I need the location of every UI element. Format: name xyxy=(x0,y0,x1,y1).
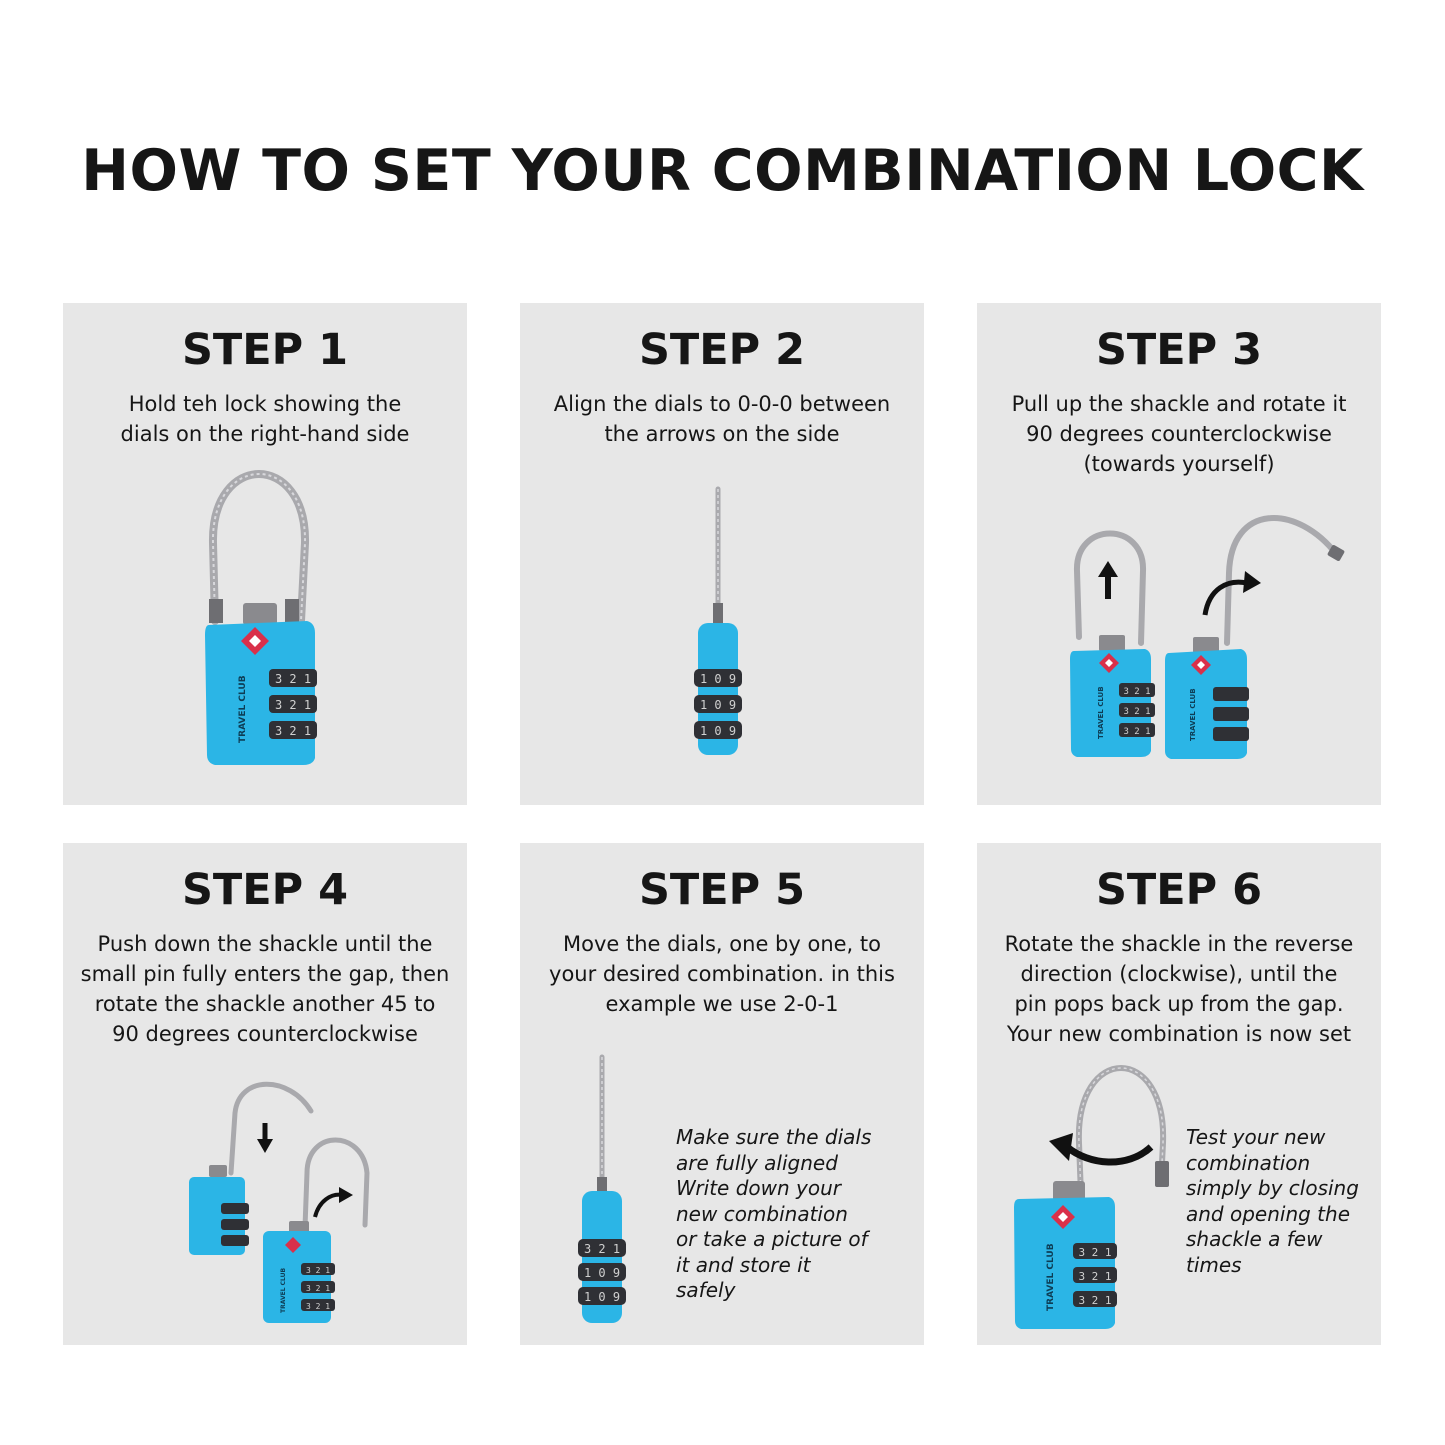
step-3-brand-text-left: TRAVEL CLUB xyxy=(1097,686,1105,739)
up-arrow-icon xyxy=(1098,561,1118,577)
step-2-dial-1: 1 0 9 xyxy=(699,672,737,686)
step-4-dial-2: 3 2 1 xyxy=(305,1284,331,1293)
step-4-brand-text: TRAVEL CLUB xyxy=(280,1267,287,1313)
rotate-back-arrow-icon xyxy=(1049,1133,1073,1161)
step-5-panel xyxy=(520,843,924,1345)
step-3-panel xyxy=(977,303,1381,805)
step-3-description: Pull up the shackle and rotate it 90 degrees counterclockwise (towards yourself) xyxy=(1011,392,1347,476)
step-4-dial-3: 3 2 1 xyxy=(305,1302,331,1311)
step-3-dial-2: 3 2 1 xyxy=(1123,707,1151,717)
step-3-title: STEP 3 xyxy=(1095,325,1263,375)
step-3-dial-3: 3 2 1 xyxy=(1123,727,1151,737)
step-6-dial-3: 3 2 1 xyxy=(1078,1294,1112,1307)
step-1-dial-1: 3 2 1 xyxy=(274,672,312,686)
step-6-note: Test your new combination simply by closing and opening the shackle a few times xyxy=(1186,1125,1359,1277)
step-6-dial-2: 3 2 1 xyxy=(1078,1270,1112,1283)
step-5-dial-1: 3 2 1 xyxy=(583,1242,621,1256)
step-1-brand-text: TRAVEL CLUB xyxy=(238,675,248,743)
rotate-arrow-icon-step4 xyxy=(339,1187,353,1203)
step-2-dial-2: 1 0 9 xyxy=(699,698,737,712)
step-2-dial-3: 1 0 9 xyxy=(699,724,737,738)
step-5-title: STEP 5 xyxy=(638,865,806,915)
step-6-title: STEP 6 xyxy=(1095,865,1263,915)
step-1-dial-2: 3 2 1 xyxy=(274,698,312,712)
step-6-dial-1: 3 2 1 xyxy=(1078,1246,1112,1259)
step-6-description: Rotate the shackle in the reverse direction (clockwise), until the pin pops back up from the gap. Your new combination is now set xyxy=(1004,932,1354,1046)
step-6-panel xyxy=(977,843,1381,1345)
step-1-description: Hold teh lock showing the dials on the right-hand side xyxy=(120,392,410,446)
step-6-brand-text: TRAVEL CLUB xyxy=(1046,1243,1056,1311)
step-1-dial-3: 3 2 1 xyxy=(274,724,312,738)
step-5-description: Move the dials, one by one, to your desired combination. in this example we use 2-0-1 xyxy=(549,932,895,1016)
down-arrow-icon xyxy=(257,1139,273,1153)
step-2-description: Align the dials to 0-0-0 between the arrows on the side xyxy=(553,392,891,446)
step-4-lock-pair-image xyxy=(63,843,467,1345)
step-3-brand-text-right: TRAVEL CLUB xyxy=(1189,688,1197,741)
step-3-lock-pair-image xyxy=(977,303,1381,805)
step-4-dial-1: 3 2 1 xyxy=(305,1266,331,1275)
step-1-lock-front-image xyxy=(63,303,467,805)
step-5-dial-2: 1 0 9 xyxy=(583,1266,621,1280)
step-1-title: STEP 1 xyxy=(181,325,349,375)
step-1-panel xyxy=(63,303,467,805)
step-2-lock-side-image xyxy=(520,303,924,805)
step-4-panel xyxy=(63,843,467,1345)
step-5-dial-3: 1 0 9 xyxy=(583,1290,621,1304)
page-title: HOW TO SET YOUR COMBINATION LOCK xyxy=(81,138,1364,204)
step-3-dial-1: 3 2 1 xyxy=(1123,687,1151,697)
step-2-title: STEP 2 xyxy=(638,325,806,375)
step-2-panel xyxy=(520,303,924,805)
step-4-title: STEP 4 xyxy=(181,865,349,915)
step-5-note: Make sure the dials are fully aligned Write down your new combination or take a picture of it and store it safely xyxy=(676,1125,872,1302)
rotate-arrow-icon xyxy=(1243,571,1261,593)
step-4-description: Push down the shackle until the small pin fully enters the gap, then rotate the shackle another 45 to 90 degrees counterclockwise xyxy=(80,932,450,1046)
